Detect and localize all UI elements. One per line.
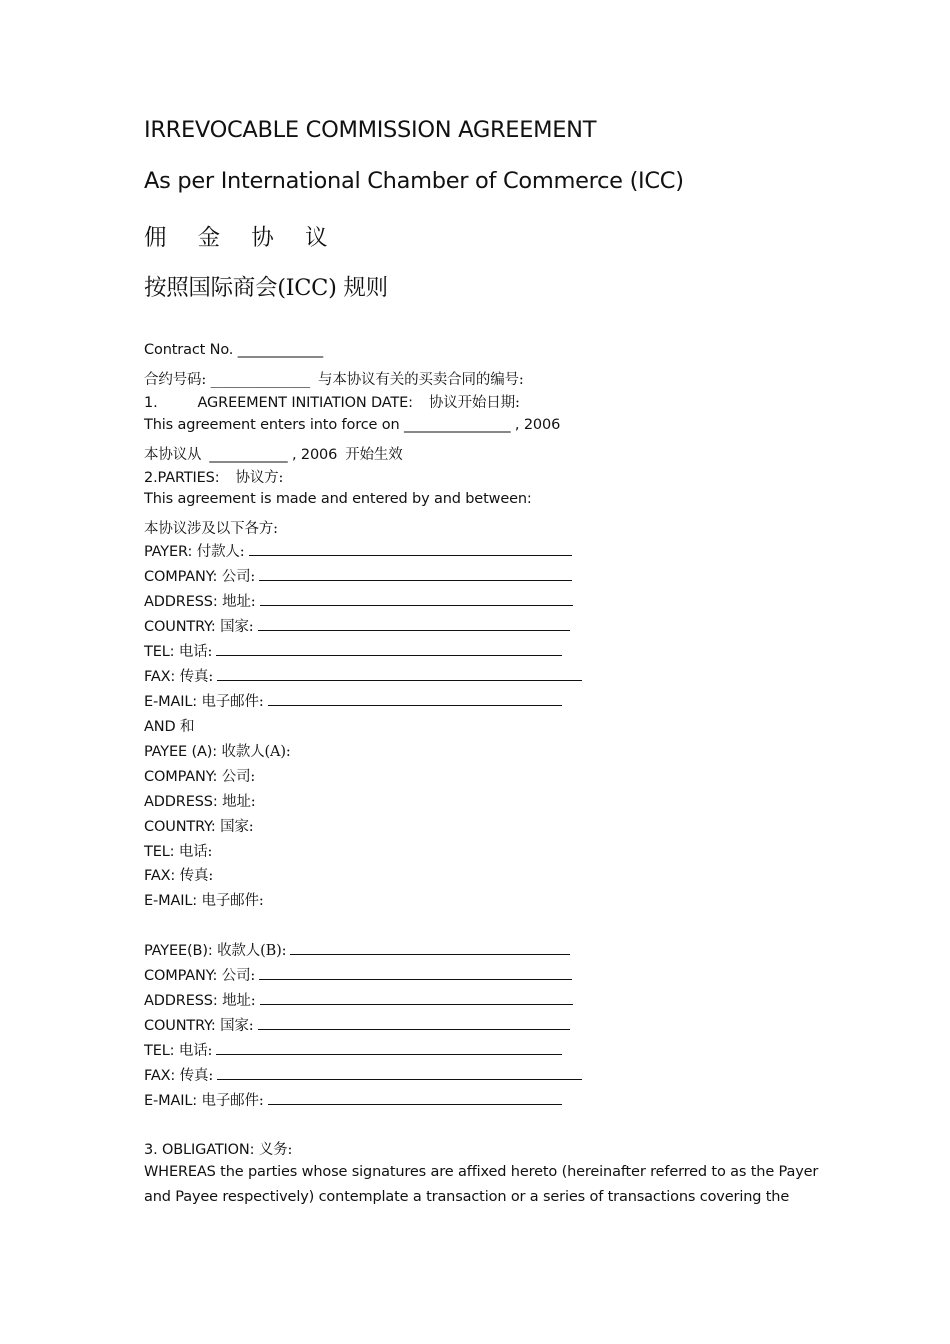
fax-label-cn: 传真: <box>179 868 214 884</box>
fax-blank <box>217 666 582 681</box>
fax-label-cn: 传真: <box>179 669 214 685</box>
section-1-cn-prefix: 本协议从 <box>144 447 202 463</box>
contract-number-label: Contract No. ____________ <box>144 342 323 358</box>
section-1-cn-suffix: 开始生效 <box>345 447 403 463</box>
payee-a-address-field <box>144 790 256 811</box>
payee-a-email-field <box>144 889 264 910</box>
agreement-title-cn: 佣 金 协 议 <box>144 225 340 251</box>
address-blank <box>260 990 573 1005</box>
address-label: ADDRESS: <box>144 594 218 610</box>
section-2-heading <box>144 466 283 487</box>
section-3-paragraph-line-1: WHEREAS the parties whose signatures are affixed hereto (hereinafter referred to as the Payer <box>144 1164 819 1180</box>
address-blank <box>260 591 573 606</box>
email-label: E-MAIL: <box>144 694 198 710</box>
section-1-cn-text <box>144 443 403 464</box>
fax-blank <box>217 1065 582 1080</box>
tel-blank <box>216 641 562 656</box>
payee-a-field <box>144 740 291 761</box>
section-3-title: 3. OBLIGATION: <box>144 1142 255 1158</box>
address-label-cn: 地址: <box>222 594 256 610</box>
payer-company-field <box>144 565 572 586</box>
and-label-cn: 和 <box>179 719 195 735</box>
contract-number-cn-line <box>144 368 524 389</box>
section-3-heading <box>144 1138 292 1159</box>
payee-b-label: PAYEE(B): <box>144 943 213 959</box>
payer-blank <box>249 541 572 556</box>
email-label-cn: 电子邮件: <box>201 893 264 909</box>
payee-b-label-cn: 收款人(B): <box>217 943 287 959</box>
country-label-cn: 国家: <box>220 819 254 835</box>
country-label: COUNTRY: <box>144 819 216 835</box>
company-label-cn: 公司: <box>221 968 256 984</box>
fax-label: FAX: <box>144 868 176 884</box>
section-3-paragraph-line-2: and Payee respectively) contemplate a transaction or a series of transactions covering the <box>144 1189 790 1205</box>
section-1-title: AGREEMENT INITIATION DATE: <box>197 395 413 411</box>
section-3-title-cn: 义务: <box>258 1142 293 1158</box>
payee-a-fax-field <box>144 864 213 885</box>
payee-a-country-field <box>144 815 254 836</box>
payee-a-label-cn: 收款人(A): <box>221 744 291 760</box>
payer-label: PAYER: <box>144 544 193 560</box>
email-blank <box>268 691 562 706</box>
payee-b-field <box>144 939 570 960</box>
payee-b-company-field <box>144 964 572 985</box>
payee-a-tel-field <box>144 840 212 861</box>
country-label: COUNTRY: <box>144 619 216 635</box>
contract-number-cn-label: 合约号码: ______________ <box>144 372 310 388</box>
payee-a-company-field <box>144 765 255 786</box>
contract-number-line <box>144 342 323 358</box>
section-1-cn-date: ___________ , 2006 <box>209 447 338 463</box>
contract-number-cn-note: 与本协议有关的买卖合同的编号: <box>318 372 524 388</box>
address-label-cn: 地址: <box>222 993 256 1009</box>
section-1-en-text: This agreement enters into force on _______________ , 2006 <box>144 417 561 433</box>
email-blank <box>268 1090 562 1105</box>
company-label-cn: 公司: <box>221 569 256 585</box>
tel-label-cn: 电话: <box>178 1043 213 1059</box>
company-label-cn: 公司: <box>221 769 256 785</box>
payee-b-country-field <box>144 1014 570 1035</box>
payee-a-label: PAYEE (A): <box>144 744 218 760</box>
country-label-cn: 国家: <box>220 1018 254 1034</box>
company-label: COMPANY: <box>144 968 218 984</box>
company-label: COMPANY: <box>144 569 218 585</box>
country-label-cn: 国家: <box>220 619 254 635</box>
company-blank <box>259 566 572 581</box>
section-2-title-cn: 协议方: <box>235 470 284 486</box>
email-label: E-MAIL: <box>144 1093 198 1109</box>
tel-blank <box>216 1040 562 1055</box>
agreement-title: IRREVOCABLE COMMISSION AGREEMENT <box>144 117 597 143</box>
email-label: E-MAIL: <box>144 893 198 909</box>
payee-b-address-field <box>144 989 573 1010</box>
payer-country-field <box>144 615 570 636</box>
agreement-subtitle: As per International Chamber of Commerce (ICC) <box>144 168 684 194</box>
address-label: ADDRESS: <box>144 794 218 810</box>
payee-b-email-field <box>144 1089 562 1110</box>
payee-b-fax-field <box>144 1064 582 1085</box>
and-label: AND <box>144 719 176 735</box>
tel-label: TEL: <box>144 644 175 660</box>
payer-field <box>144 540 572 561</box>
section-2-title: 2.PARTIES: <box>144 470 220 486</box>
payer-email-field <box>144 690 562 711</box>
tel-label: TEL: <box>144 1043 175 1059</box>
section-1-number: 1. <box>144 395 158 411</box>
payee-b-tel-field <box>144 1039 562 1060</box>
agreement-subtitle-cn: 按照国际商会(ICC) 规则 <box>144 275 388 301</box>
email-label-cn: 电子邮件: <box>201 1093 264 1109</box>
address-label-cn: 地址: <box>222 794 256 810</box>
payer-fax-field <box>144 665 582 686</box>
section-1-heading <box>144 391 520 412</box>
email-label-cn: 电子邮件: <box>201 694 264 710</box>
fax-label-cn: 传真: <box>179 1068 214 1084</box>
company-label: COMPANY: <box>144 769 218 785</box>
fax-label: FAX: <box>144 1068 176 1084</box>
and-separator <box>144 715 194 736</box>
payer-tel-field <box>144 640 562 661</box>
company-blank <box>259 965 572 980</box>
country-blank <box>258 1015 570 1030</box>
tel-label-cn: 电话: <box>178 644 213 660</box>
section-2-cn-text: 本协议涉及以下各方: <box>144 521 278 537</box>
country-blank <box>258 616 570 631</box>
payer-label-cn: 付款人: <box>196 544 245 560</box>
tel-label: TEL: <box>144 844 175 860</box>
fax-label: FAX: <box>144 669 176 685</box>
address-label: ADDRESS: <box>144 993 218 1009</box>
country-label: COUNTRY: <box>144 1018 216 1034</box>
tel-label-cn: 电话: <box>178 844 213 860</box>
section-1-title-cn: 协议开始日期: <box>428 395 520 411</box>
section-2-en-text: This agreement is made and entered by and between: <box>144 491 532 507</box>
payee-b-blank <box>290 940 570 955</box>
payer-address-field <box>144 590 573 611</box>
